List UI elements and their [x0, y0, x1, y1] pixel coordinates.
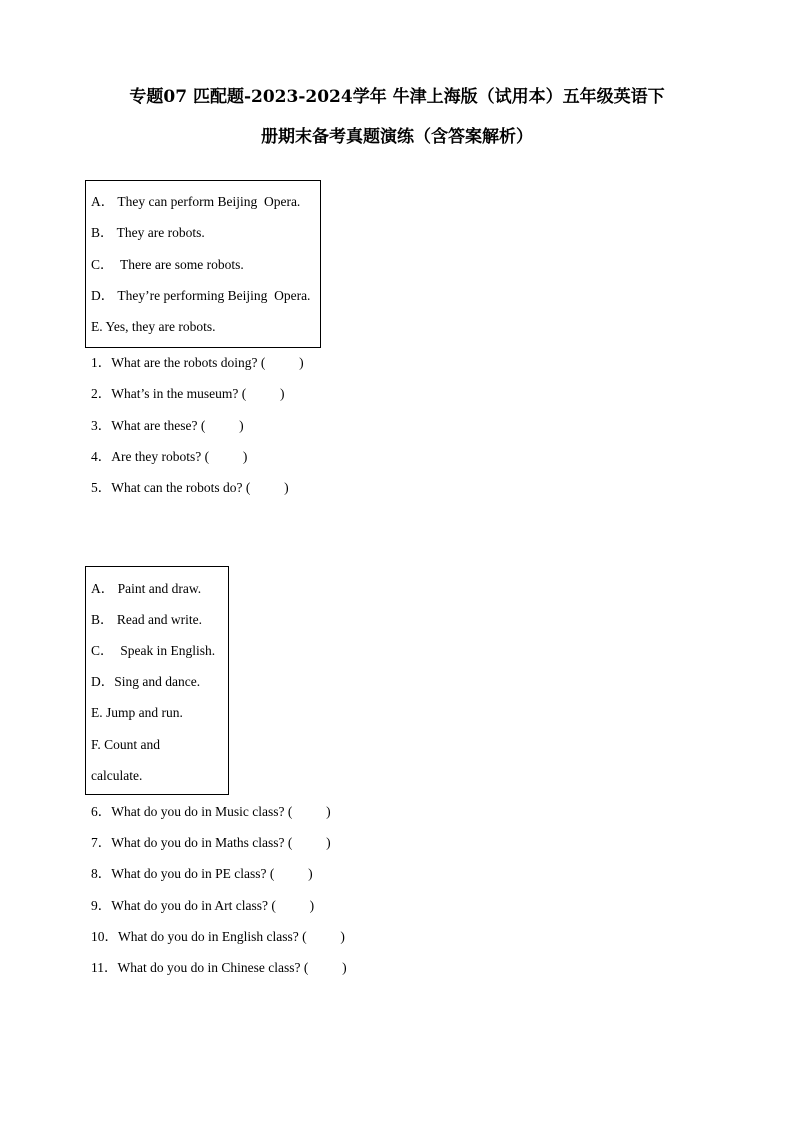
question-9: 9．What do you do in Art class? ( ) [91, 898, 315, 913]
option-c: C． There are some robots. [91, 257, 244, 272]
question-3: 3．What are these? ( ) [91, 418, 244, 433]
options-box-1 [85, 180, 321, 348]
question-1: 1．What are the robots doing? ( ) [91, 355, 304, 370]
options-box-2 [85, 566, 229, 795]
option-f: F. Count and [91, 737, 161, 752]
option-e: E. Jump and run. [91, 705, 183, 720]
question-10: 10．What do you do in English class? ( ) [91, 929, 345, 944]
option-e: E. Yes, they are robots. [91, 319, 216, 334]
question-11: 11．What do you do in Chinese class? ( ) [91, 960, 347, 975]
option-c: C． Speak in English. [91, 643, 216, 658]
option-b: B． Read and write. [91, 612, 202, 627]
option-d: D． They’re performing Beijing Opera. [91, 288, 311, 303]
question-2: 2．What’s in the museum? ( ) [91, 386, 285, 401]
option-d: D．Sing and dance. [91, 674, 201, 689]
question-6: 6．What do you do in Music class? ( ) [91, 804, 331, 819]
option-a: A． They can perform Beijing Opera. [91, 194, 301, 209]
option-f-continued: calculate. [91, 768, 143, 783]
question-5: 5．What can the robots do? ( ) [91, 480, 289, 495]
option-a: A． Paint and draw. [91, 581, 202, 596]
option-b: B． They are robots. [91, 225, 205, 240]
question-8: 8．What do you do in PE class? ( ) [91, 866, 313, 881]
title-line-2: 册期末备考真题演练（含答案解析） [261, 127, 533, 147]
question-4: 4．Are they robots? ( ) [91, 449, 248, 464]
question-7: 7．What do you do in Maths class? ( ) [91, 835, 331, 850]
title-line-1: 专题07 匹配题-2023-2024学年 牛津上海版（试用本）五年级英语下 [129, 87, 665, 107]
